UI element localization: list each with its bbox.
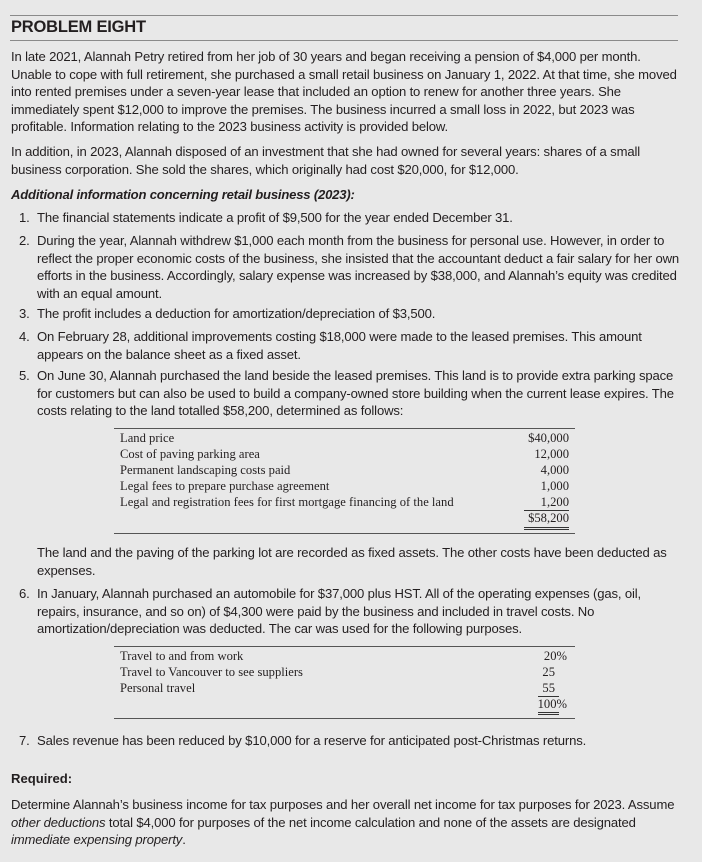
item-text: On February 28, additional improvements costing $18,000 were made to the leased premises. This amount appears on the balance sheet as a fixed asset. xyxy=(37,329,642,362)
car-usage-table xyxy=(114,648,575,712)
table-row xyxy=(114,680,575,696)
intro-paragraph-1: In late 2021, Alannah Petry retired from her job of 30 years and began receiving a pension of $4,000 per month. Unable to cope with full retirement, she purchased a small retail business on January 1, 2022. At that time, she moved into rented premises under a seven-year lease that included an option to renew for another three years. She immediately spent $12,000 to improve the premises. The business incurred a small loss in 2022, but 2023 was profitable. Information relating to the 2023 business activity is provided below. xyxy=(11,49,677,135)
land-cost-table xyxy=(114,430,575,526)
title-rule xyxy=(10,40,678,41)
row-label: Permanent landscaping costs paid xyxy=(120,463,291,477)
table-row xyxy=(114,446,575,462)
list-item-6 xyxy=(19,585,679,638)
table-total-row xyxy=(114,510,575,526)
item-number: 1. xyxy=(19,210,30,225)
row-amount: 1,200 xyxy=(540,495,569,509)
item-text: In January, Alannah purchased an automobile for $37,000 plus HST. All of the operating expenses (gas, oil, repairs, insurance, and so on) of $4,300 were paid by the business and included in travel costs. No amortization/depreciation was deducted. The car was used for the following purposes. xyxy=(37,586,642,637)
total-double-underline-2 xyxy=(524,529,569,530)
total-amount: 100% xyxy=(537,697,567,711)
row-label: Land price xyxy=(120,431,175,445)
land-note: The land and the paving of the parking lot are recorded as fixed assets. The other costs have been deducted as expenses. xyxy=(37,545,667,578)
row-label: Personal travel xyxy=(120,681,196,695)
row-amount: 55 xyxy=(542,681,555,695)
list-item-7 xyxy=(19,732,679,750)
total-double-underline-1 xyxy=(538,712,559,713)
row-label: Cost of paving parking area xyxy=(120,447,260,461)
land-table-top-rule xyxy=(114,428,575,429)
table-row xyxy=(114,478,575,494)
subtotal-underline xyxy=(524,510,569,511)
item-text: On June 30, Alannah purchased the land beside the leased premises. This land is to provide extra parking space for customers but can also be used to build a company-owned store building when the current lease expires. The costs relating to the land totalled $58,200, determined as follows: xyxy=(37,368,674,419)
intro-paragraph-2: In addition, in 2023, Alannah disposed of an investment that she had owned for several years: shares of a small business corporation. She sold the shares, which originally had cost $20,000, for $12,000. xyxy=(11,144,640,177)
top-rule xyxy=(10,15,678,16)
car-table-top-rule xyxy=(114,646,575,647)
total-double-underline-1 xyxy=(524,527,569,528)
item-number: 4. xyxy=(19,329,30,344)
car-table-bottom-rule xyxy=(114,718,575,719)
row-amount: 12,000 xyxy=(534,447,569,461)
row-amount: 25 xyxy=(542,665,555,679)
table-row xyxy=(114,494,575,510)
list-item-3 xyxy=(19,305,679,323)
list-item-1 xyxy=(19,209,679,227)
emphasis-immediate-expensing: immediate expensing property xyxy=(11,832,183,848)
problem-title: PROBLEM EIGHT xyxy=(11,18,146,36)
item-number: 7. xyxy=(19,733,30,748)
list-item-2 xyxy=(19,232,679,302)
item-number: 3. xyxy=(19,306,30,321)
required-text-part: . xyxy=(182,832,186,848)
row-label: Travel to Vancouver to see suppliers xyxy=(120,665,303,679)
item-number: 2. xyxy=(19,233,30,248)
row-amount: 4,000 xyxy=(540,463,569,477)
table-row xyxy=(114,648,575,664)
total-double-underline-2 xyxy=(538,714,559,715)
item-number: 6. xyxy=(19,586,30,601)
table-row xyxy=(114,430,575,446)
row-amount: 1,000 xyxy=(540,479,569,493)
required-text-part: total $4,000 for purposes of the net income calculation and none of the assets are designated xyxy=(105,814,636,830)
item-text: During the year, Alannah withdrew $1,000 each month from the business for personal use. However, in order to reflect the proper economic costs of the business, she insisted that the accountant deduct a fair salary for her own efforts in the business. Accordingly, salary expense was increased by $38,000, and Alannah’s equity was credited with an equal amount. xyxy=(37,233,680,301)
required-heading: Required: xyxy=(11,771,73,786)
item-number: 5. xyxy=(19,368,30,383)
item-text: The financial statements indicate a profit of $9,500 for the year ended December 31. xyxy=(37,210,513,225)
required-text-part: Determine Alannah’s business income for tax purposes and her overall net income for tax purposes for 2023. Assume xyxy=(11,797,675,812)
list-item-4 xyxy=(19,328,679,363)
additional-info-heading: Additional information concerning retail business (2023): xyxy=(11,187,355,202)
row-label: Legal and registration fees for first mortgage financing of the land xyxy=(120,495,454,509)
subtotal-underline xyxy=(538,696,559,697)
table-total-row xyxy=(114,696,575,712)
item-text: Sales revenue has been reduced by $10,000 for a reserve for anticipated post-Christmas returns. xyxy=(37,733,587,748)
total-amount: $58,200 xyxy=(528,511,569,525)
list-item-5 xyxy=(19,367,679,420)
land-table-bottom-rule xyxy=(114,533,575,534)
required-text xyxy=(11,796,679,849)
row-amount: $40,000 xyxy=(528,431,569,445)
table-row xyxy=(114,462,575,478)
emphasis-other-deductions: other deductions xyxy=(11,814,106,830)
row-label: Travel to and from work xyxy=(120,649,244,663)
row-amount: 20% xyxy=(543,649,567,663)
item-text: The profit includes a deduction for amortization/depreciation of $3,500. xyxy=(37,306,436,321)
table-row xyxy=(114,664,575,680)
row-label: Legal fees to prepare purchase agreement xyxy=(120,479,330,493)
